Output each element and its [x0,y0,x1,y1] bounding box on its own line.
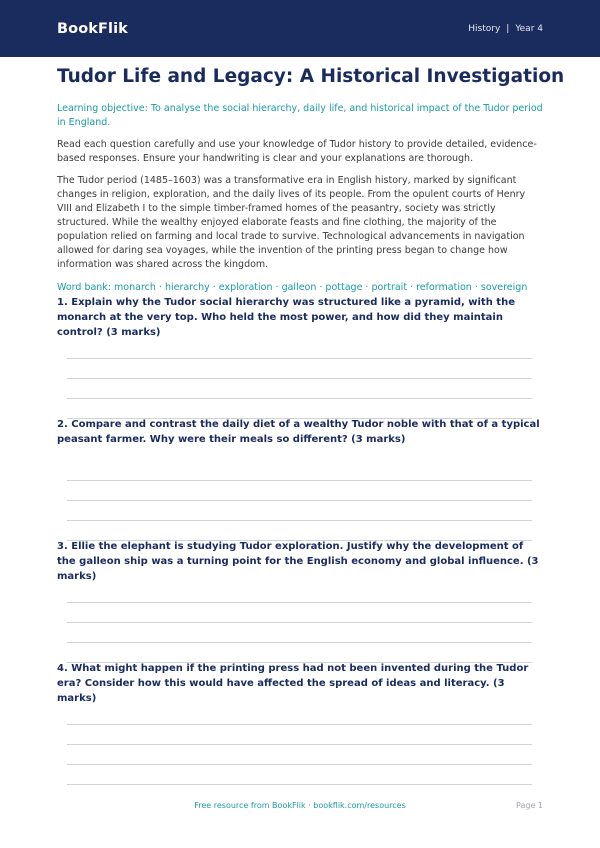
answer-line[interactable] [67,602,532,603]
question-1 [57,295,543,340]
subject-label: History [468,23,501,34]
answer-line[interactable] [67,358,532,359]
question-2 [57,417,543,447]
answer-line[interactable] [67,500,532,501]
site-header [0,0,600,57]
answer-line[interactable] [67,784,532,785]
worksheet-intro [57,64,565,305]
answer-line[interactable] [67,378,532,379]
question-4 [57,661,543,706]
question-3-text: 3. Ellie the elephant is studying Tudor exploration. Justify why the development of the galleon ship was a turning point for the English economy and global influence. (3 marks) [57,541,539,582]
question-3 [57,539,543,584]
brand-logo[interactable]: BookFlik [57,20,128,37]
answer-line[interactable] [67,724,532,725]
answer-line[interactable] [67,480,532,481]
question-4-text: 4. What might happen if the printing press had not been invented during the Tudor era? Consider how this would have affected the spread of ideas and literacy. (3 marks) [57,663,529,704]
question-2-text: 2. Compare and contrast the daily diet of a wealthy Tudor noble with that of a typical peasant farmer. Why were their meals so different? (3 marks) [57,419,540,445]
learning-objective: Learning objective: To analyse the social hierarchy, daily life, and historical impact of the Tudor period in England. [57,103,543,128]
answer-line[interactable] [67,398,532,399]
answer-line[interactable] [67,764,532,765]
year-label: Year 4 [515,23,543,34]
subject-year-meta [468,24,543,34]
footer-credit-link[interactable]: Free resource from BookFlik · bookflik.com/resources [194,801,406,810]
answer-line[interactable] [67,622,532,623]
page-number: Page 1 [516,801,543,810]
meta-separator: | [506,23,510,34]
instructions-text: Read each question carefully and use your knowledge of Tudor history to provide detailed, evidence-based responses. Ensure your handwriting is clear and your explanations are thorough. [57,139,537,164]
page-footer [0,801,600,815]
answer-line[interactable] [67,642,532,643]
answer-line[interactable] [67,744,532,745]
page-title: Tudor Life and Legacy: A Historical Investigation [57,66,565,87]
word-bank: Word bank: monarch · hierarchy · exploration · galleon · pottage · portrait · reformation · sovereign [57,282,528,293]
answer-line[interactable] [67,520,532,521]
intro-paragraph: The Tudor period (1485–1603) was a transformative era in English history, marked by significant changes in religion, exploration, and the daily lives of its people. From the opulent courts of Henry VIII and Elizabeth I to the simple timber-framed homes of the peasantry, society was strictly structured. While the wealthy enjoyed elaborate feasts and fine clothing, the majority of the population relied on farming and local trade to survive. Technological advancements in navigation allowed for daring sea voyages, while the invention of the printing press began to change how information was shared across the kingdom. [57,175,526,270]
question-1-text: 1. Explain why the Tudor social hierarchy was structured like a pyramid, with the monarch at the very top. Who held the most power, and how did they maintain control? (3 marks) [57,297,515,338]
